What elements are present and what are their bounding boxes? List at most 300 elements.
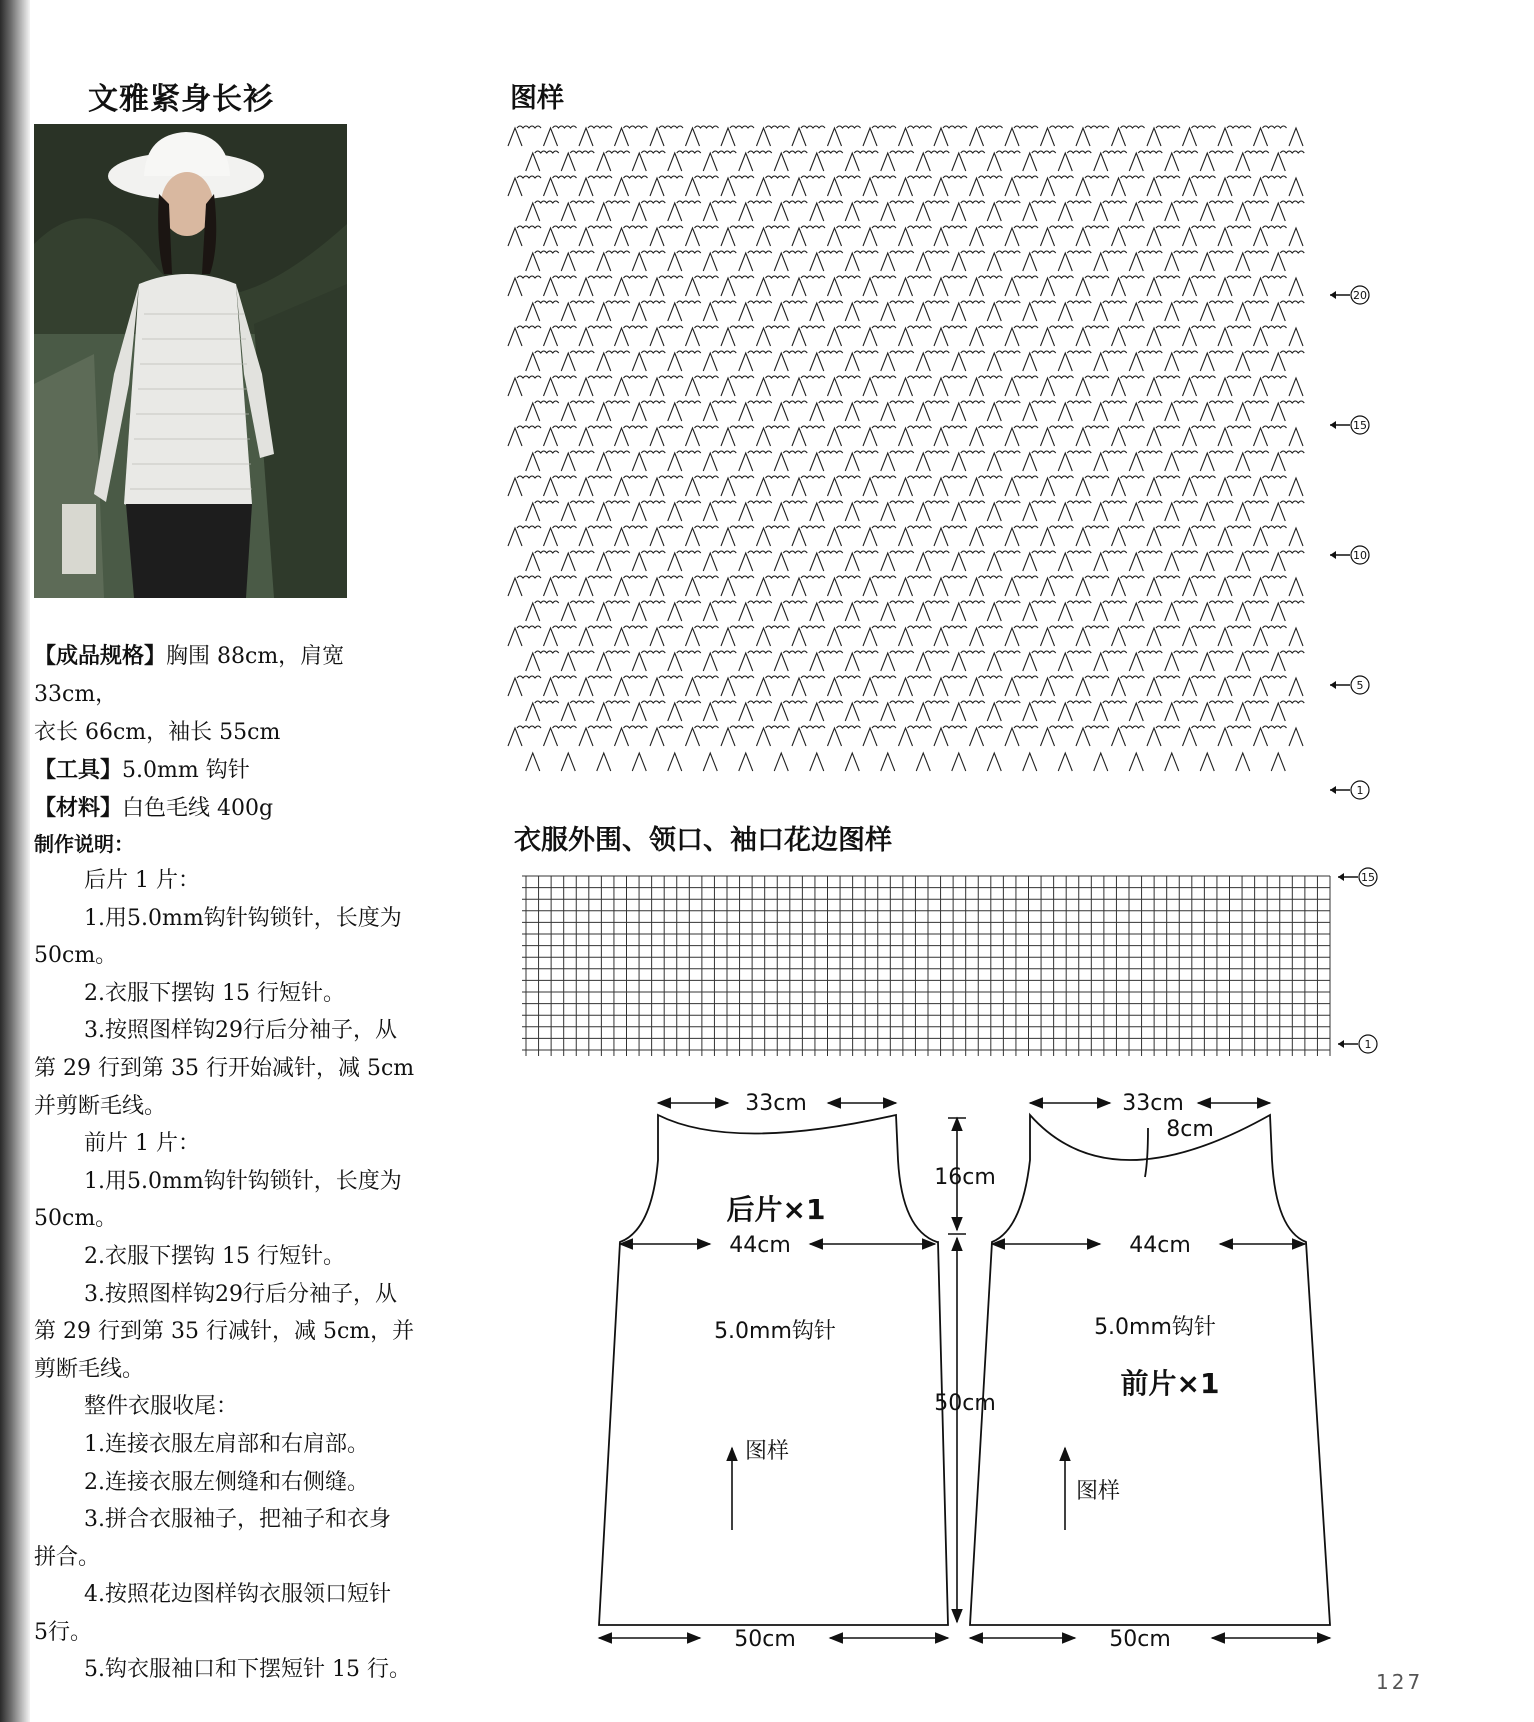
stitch-v <box>508 128 522 146</box>
chain-loop <box>890 501 914 503</box>
stitch-v <box>899 428 913 446</box>
stitch-v <box>1076 678 1090 696</box>
chain-loop <box>1174 351 1198 353</box>
stitch-v <box>1218 328 1232 346</box>
chain-loop <box>1227 426 1251 428</box>
stitch-v <box>703 353 717 371</box>
stitch-v <box>561 603 575 621</box>
stitch-v <box>1183 328 1197 346</box>
chain-loop <box>588 126 612 128</box>
stitch-v <box>721 128 735 146</box>
chain-loop <box>961 601 985 603</box>
chain-loop <box>925 401 949 403</box>
chain-loop <box>961 551 985 553</box>
stitch-v <box>686 578 700 596</box>
chain-loop <box>1280 201 1304 203</box>
stitch-v <box>632 703 646 721</box>
chain-loop <box>1227 176 1251 178</box>
stitch-v <box>757 328 771 346</box>
chain-loop <box>641 151 665 153</box>
stitch-v <box>863 228 877 246</box>
stitch-v <box>668 603 682 621</box>
stitch-v <box>970 178 984 196</box>
stitch-v <box>845 703 859 721</box>
stitch-v <box>1094 503 1108 521</box>
back-hook-size: 5.0mm钩针 <box>714 1319 836 1344</box>
chain-loop <box>641 251 665 253</box>
stitch-v <box>1147 228 1161 246</box>
stitch-v <box>579 628 593 646</box>
stitch-v <box>1147 128 1161 146</box>
chain-loop <box>1067 601 1091 603</box>
chain-loop <box>1014 476 1038 478</box>
stitch-v <box>863 128 877 146</box>
chain-loop <box>606 601 630 603</box>
chain-loop <box>908 626 932 628</box>
stitch-v <box>1041 578 1055 596</box>
chain-loop <box>695 726 719 728</box>
stitch-v <box>1147 528 1161 546</box>
chain-loop <box>712 201 736 203</box>
chain-loop <box>801 176 825 178</box>
stitch-v <box>757 478 771 496</box>
stitch-v <box>774 553 788 571</box>
instruction-line: 2.衣服下摆钩 15 行短针。 <box>84 1243 345 1269</box>
chain-loop <box>1067 301 1091 303</box>
chain-loop <box>1263 126 1287 128</box>
chain-loop <box>570 151 594 153</box>
stitch-v <box>1218 528 1232 546</box>
chain-loop <box>890 151 914 153</box>
chain-loop <box>588 676 612 678</box>
chain-loop <box>925 701 949 703</box>
chain-loop <box>979 426 1003 428</box>
stitch-v <box>1076 378 1090 396</box>
stitch-v <box>1236 403 1250 421</box>
chain-loop <box>1227 226 1251 228</box>
stitch-v <box>615 678 629 696</box>
stitch-v <box>544 528 558 546</box>
stitch-v <box>1058 403 1072 421</box>
chain-loop <box>925 601 949 603</box>
front-neck-depth-line <box>1145 1128 1148 1177</box>
border-title: 衣服外围、领口、袖口花边图样 <box>514 825 892 856</box>
chain-loop <box>659 376 683 378</box>
stitch-v <box>1218 378 1232 396</box>
stitch-v <box>899 628 913 646</box>
chain-loop <box>1103 251 1127 253</box>
instruction-line: 50cm。 <box>34 943 118 969</box>
stitch-v <box>1271 603 1285 621</box>
stitch-v <box>1254 728 1268 746</box>
chain-loop <box>908 676 932 678</box>
stitch-v <box>1218 228 1232 246</box>
stitch-v <box>1236 153 1250 171</box>
chain-loop <box>890 201 914 203</box>
chain-loop <box>1263 676 1287 678</box>
chain-loop <box>1138 601 1162 603</box>
chain-loop <box>819 551 843 553</box>
stitch-v <box>1129 153 1143 171</box>
chain-loop <box>766 626 790 628</box>
chain-loop <box>1156 226 1180 228</box>
stitch-v <box>703 553 717 571</box>
stitch-v <box>579 128 593 146</box>
chain-loop <box>819 301 843 303</box>
chain-loop <box>1245 551 1269 553</box>
chain-loop <box>1067 201 1091 203</box>
stitch-v <box>668 253 682 271</box>
chain-loop <box>872 126 896 128</box>
stitch-v <box>1112 478 1126 496</box>
stitch-v <box>508 228 522 246</box>
stitch-v <box>987 453 1001 471</box>
chain-loop <box>1138 151 1162 153</box>
stitch-v <box>1183 178 1197 196</box>
stitch-v <box>987 553 1001 571</box>
chain-loop <box>1138 301 1162 303</box>
chain-loop <box>1174 301 1198 303</box>
row-number: 20 <box>1353 289 1367 302</box>
chain-loop <box>1085 376 1109 378</box>
chain-loop <box>783 451 807 453</box>
stitch-v <box>703 753 717 771</box>
stitch-v <box>828 728 842 746</box>
chain-loop <box>979 526 1003 528</box>
chain-loop <box>712 501 736 503</box>
chain-loop <box>925 151 949 153</box>
stitch-v <box>579 328 593 346</box>
stitch-v <box>810 553 824 571</box>
chain-loop <box>712 301 736 303</box>
chain-loop <box>517 626 541 628</box>
row-number: 5 <box>1356 679 1364 692</box>
instruction-line: 1.用5.0mm钩针钩锁针，长度为 <box>84 905 402 931</box>
row-number: 1 <box>1356 784 1364 797</box>
stitch-v <box>934 328 948 346</box>
chain-loop <box>606 151 630 153</box>
chain-loop <box>819 601 843 603</box>
chain-loop <box>979 276 1003 278</box>
chain-loop <box>801 126 825 128</box>
stitch-v <box>526 303 540 321</box>
chain-loop <box>943 526 967 528</box>
chain-loop <box>588 626 612 628</box>
chain-loop <box>1209 601 1233 603</box>
stitch-v <box>686 728 700 746</box>
stitch-v <box>970 428 984 446</box>
stitch-v <box>1254 278 1268 296</box>
stitch-v <box>561 203 575 221</box>
chain-loop <box>1280 601 1304 603</box>
chain-loop <box>553 576 577 578</box>
pattern-title: 图样 <box>510 83 564 114</box>
stitch-v <box>1112 378 1126 396</box>
stitch-v <box>703 603 717 621</box>
stitch-v <box>1200 353 1214 371</box>
stitch-v <box>1023 753 1037 771</box>
chain-loop <box>1156 726 1180 728</box>
stitch-v <box>544 328 558 346</box>
chain-loop <box>1014 676 1038 678</box>
back-length: 50cm <box>934 1391 996 1416</box>
stitch-v <box>561 253 575 271</box>
instruction-line: 整件衣服收尾： <box>84 1394 239 1420</box>
chain-loop <box>925 351 949 353</box>
stitch-v <box>987 203 1001 221</box>
stitch-v <box>1165 253 1179 271</box>
chain-loop <box>854 701 878 703</box>
stitch-v <box>845 353 859 371</box>
chain-loop <box>712 351 736 353</box>
chain-loop <box>1138 351 1162 353</box>
stitch-v <box>845 403 859 421</box>
chain-loop <box>766 426 790 428</box>
chain-loop <box>606 401 630 403</box>
chain-loop <box>1121 626 1145 628</box>
chain-loop <box>979 676 1003 678</box>
stitch-v <box>1041 378 1055 396</box>
stitch-v <box>686 528 700 546</box>
stitch-v <box>792 678 806 696</box>
stitch-v <box>916 253 930 271</box>
chain-loop <box>553 476 577 478</box>
chain-loop <box>517 726 541 728</box>
stitch-v <box>597 453 611 471</box>
chain-loop <box>659 276 683 278</box>
chain-loop <box>783 351 807 353</box>
stitch-v <box>774 703 788 721</box>
stitch-v <box>1183 678 1197 696</box>
chain-loop <box>712 251 736 253</box>
chain-loop <box>996 251 1020 253</box>
chain-loop <box>570 351 594 353</box>
stitch-v <box>934 228 948 246</box>
instruction-line: 3.拼合衣服袖子，把袖子和衣身 <box>84 1507 391 1533</box>
stitch-v <box>916 403 930 421</box>
stitch-v <box>1005 578 1019 596</box>
stitch-v <box>668 553 682 571</box>
row-marker <box>1338 1035 1377 1053</box>
instruction-line: 1.用5.0mm钩针钩锁针，长度为 <box>84 1168 402 1194</box>
chain-loop <box>783 601 807 603</box>
stitch-v <box>508 378 522 396</box>
instructions-list <box>34 862 434 1689</box>
stitch-v <box>828 628 842 646</box>
chain-loop <box>730 726 754 728</box>
chain-loop <box>695 226 719 228</box>
stitch-v <box>934 428 948 446</box>
chain-loop <box>1280 451 1304 453</box>
chain-loop <box>1050 476 1074 478</box>
chain-loop <box>819 501 843 503</box>
stitch-v <box>916 653 930 671</box>
chain-loop <box>1138 551 1162 553</box>
chain-loop <box>1209 701 1233 703</box>
stitch-v <box>1183 228 1197 246</box>
stitch-v <box>1094 753 1108 771</box>
stitch-v <box>863 378 877 396</box>
chain-loop <box>1067 401 1091 403</box>
chain-loop <box>961 251 985 253</box>
chain-loop <box>890 251 914 253</box>
stitch-v <box>721 278 735 296</box>
stitch-v <box>1165 203 1179 221</box>
chain-loop <box>606 251 630 253</box>
stitch-v <box>579 428 593 446</box>
stitch-v <box>1058 603 1072 621</box>
stitch-v <box>792 278 806 296</box>
stitch-v <box>1236 753 1250 771</box>
stitch-v <box>579 528 593 546</box>
stitch-v <box>544 428 558 446</box>
stitch-v <box>899 128 913 146</box>
stitch-v <box>934 478 948 496</box>
stitch-v <box>721 578 735 596</box>
stitch-v <box>686 478 700 496</box>
chain-loop <box>1121 176 1145 178</box>
chain-loop <box>1156 126 1180 128</box>
chain-loop <box>730 526 754 528</box>
stitch-v <box>650 178 664 196</box>
stitch-v <box>1058 153 1072 171</box>
chain-loop <box>659 726 683 728</box>
chain-loop <box>1263 326 1287 328</box>
chain-loop <box>1067 151 1091 153</box>
stitch-v <box>721 678 735 696</box>
chain-loop <box>890 401 914 403</box>
chain-loop <box>695 576 719 578</box>
chain-loop <box>961 651 985 653</box>
chain-loop <box>606 551 630 553</box>
chain-loop <box>1227 526 1251 528</box>
chain-loop <box>730 276 754 278</box>
stitch-v <box>721 628 735 646</box>
spec-size-cont: 衣长 66cm，袖长 55cm <box>34 720 281 745</box>
stitch-v <box>1254 528 1268 546</box>
stitch-v <box>526 153 540 171</box>
stitch-v <box>1041 678 1055 696</box>
stitch-v <box>881 553 895 571</box>
chain-loop <box>695 276 719 278</box>
chain-loop <box>872 426 896 428</box>
chain-loop <box>854 651 878 653</box>
stitch-v <box>1183 728 1197 746</box>
stitch-v <box>508 428 522 446</box>
stitch-v <box>1005 728 1019 746</box>
stitch-v <box>597 503 611 521</box>
stitch-v <box>881 703 895 721</box>
stitch-v <box>1023 503 1037 521</box>
stitch-v <box>1129 403 1143 421</box>
stitch-v <box>863 528 877 546</box>
stitch-v <box>526 753 540 771</box>
stitch-v <box>952 753 966 771</box>
chain-loop <box>1103 451 1127 453</box>
stitch-v <box>1076 428 1090 446</box>
stitch-v <box>508 528 522 546</box>
chain-loop <box>925 651 949 653</box>
stitch-v <box>597 353 611 371</box>
stitch-v <box>739 753 753 771</box>
chain-loop <box>695 626 719 628</box>
stitch-v <box>1289 478 1303 496</box>
chain-loop <box>1174 601 1198 603</box>
stitch-v <box>632 453 646 471</box>
stitch-v <box>1023 553 1037 571</box>
stitch-v <box>597 253 611 271</box>
chain-loop <box>624 526 648 528</box>
stitch-v <box>579 728 593 746</box>
chain-loop <box>908 576 932 578</box>
stitch-v <box>1023 603 1037 621</box>
stitch-v <box>952 703 966 721</box>
chain-loop <box>1085 726 1109 728</box>
chain-loop <box>730 476 754 478</box>
stitch-v <box>1254 478 1268 496</box>
chain-loop <box>1050 326 1074 328</box>
stitch-v <box>934 578 948 596</box>
spec-size: 【成品规格】胸围 88cm，肩宽 33cm， <box>34 644 345 707</box>
stitch-v <box>881 153 895 171</box>
stitch-v <box>597 203 611 221</box>
chain-loop <box>588 576 612 578</box>
stitch-v <box>863 428 877 446</box>
stitch-v <box>1165 753 1179 771</box>
stitch-v <box>739 503 753 521</box>
chain-loop <box>908 126 932 128</box>
stitch-v <box>1271 703 1285 721</box>
stitch-v <box>1041 178 1055 196</box>
chain-loop <box>1032 201 1056 203</box>
stitch-v <box>916 453 930 471</box>
chain-loop <box>677 251 701 253</box>
row-marker <box>1330 781 1369 799</box>
stitch-v <box>810 203 824 221</box>
stitch-v <box>757 678 771 696</box>
stitch-v <box>597 703 611 721</box>
chain-loop <box>1103 151 1127 153</box>
stitch-v <box>1094 703 1108 721</box>
chain-loop <box>1156 476 1180 478</box>
chain-loop <box>801 676 825 678</box>
stitch-v <box>1023 703 1037 721</box>
stitch-v <box>1094 303 1108 321</box>
stitch-v <box>1271 253 1285 271</box>
stitch-v <box>757 578 771 596</box>
chain-loop <box>641 351 665 353</box>
chain-loop <box>979 376 1003 378</box>
chain-loop <box>1014 526 1038 528</box>
chain-loop <box>854 201 878 203</box>
stitch-v <box>1236 503 1250 521</box>
stitch-v <box>1236 603 1250 621</box>
stitch-v <box>1218 478 1232 496</box>
stitch-v <box>952 503 966 521</box>
chain-loop <box>854 501 878 503</box>
chain-loop <box>1121 326 1145 328</box>
back-armhole-depth: 16cm <box>934 1165 996 1190</box>
stitch-v <box>597 753 611 771</box>
stitch-v <box>579 678 593 696</box>
chain-loop <box>677 401 701 403</box>
chain-loop <box>854 351 878 353</box>
chain-loop <box>1209 451 1233 453</box>
chain-loop <box>890 301 914 303</box>
stitch-v <box>970 728 984 746</box>
chain-loop <box>819 151 843 153</box>
chain-loop <box>730 626 754 628</box>
